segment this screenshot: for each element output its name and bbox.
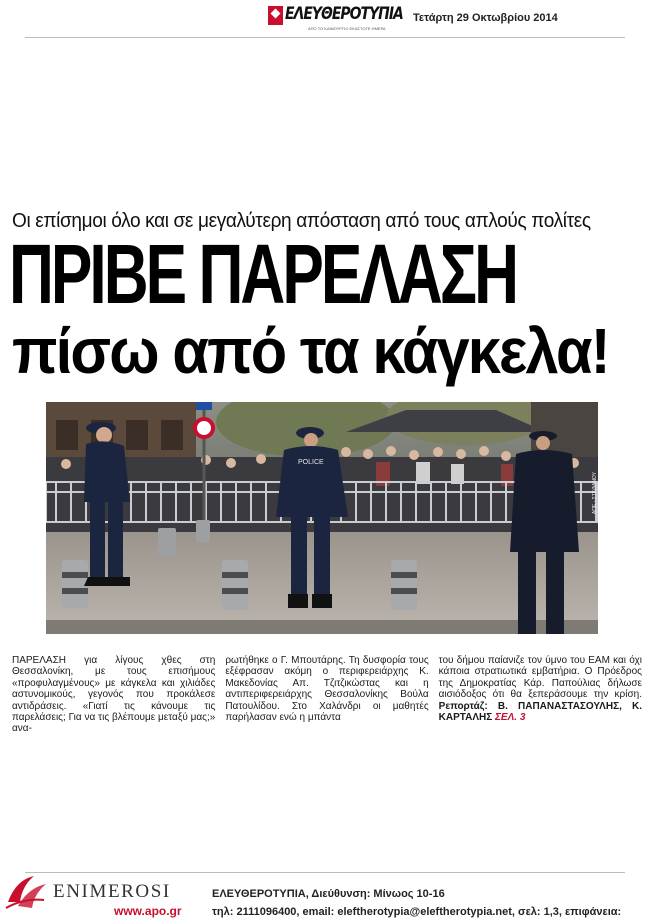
article-column-3-text: του δήμου παίανιζε τον ύμνο του ΕΑΜ και όχι κάποια στρατιωτικά εμβατήρια. Ο Πρόεδρος της Δημοκρατίας Κάρ. Παπούλιας δήλωσε αισιόδοξος ότι θα ξεπεράσουμε την κρίση. xyxy=(438,655,642,701)
article-headline: ΠΡΙΒΕ ΠΑΡΕΛΑΣΗ xyxy=(9,227,517,321)
article-byline: Ρεπορτάζ: Β. ΠΑΠΑΝΑΣΤΑΣΟΥΛΗΣ, Κ. ΚΑΡΤΑΛΗΣ xyxy=(438,700,642,724)
page-reference: ΣΕΛ. 3 xyxy=(495,712,526,724)
enimerosi-logo xyxy=(4,872,194,918)
article-clipping xyxy=(2,195,647,735)
logo-tagline: ΑΠΟ ΤΟ ΚΑΙΝΟΥΡΓΙΟ ΕΚΑΣΤΟΤΕ ΗΜΕΡΑ xyxy=(308,26,386,31)
logo-text: ΕΛΕΥΘΕΡΟΤΥΠΙΑ xyxy=(285,4,403,24)
article-column-2: ρωτήθηκε ο Γ. Μπουτάρης. Τη δυσφορία τους εξέφρασαν ακόμη ο περιφερειάρχης Κ. Μακεδονίας Απ. Τζιτζικώστας και η αντιπεριφερειάρχης Θεσσαλονίκης Βούλα Πατουλίδου. Στο Χαλάνδρι οι μαθητές παρήλασαν ενώ η μπάντα xyxy=(225,655,429,724)
police-jacket-text: POLICE xyxy=(298,459,324,466)
footer-address: ΕΛΕΥΘΕΡΟΤΥΠΙΑ, Διεύθυνση: Μίνωος 10-16 xyxy=(212,888,445,900)
article-column-1: ΠΑΡΕΛΑΣΗ για λίγους χθες στη Θεσσαλονίκη, με τους επισήμους «προφυλαγμένους» με κάγκελα και χιλιάδες αστυνομικούς, γεγονός που προκάλεσε αντιδράσεις. «Γιατί τις κάνουμε τις παρελάσεις; Για να τις βλέπουμε μεταξύ μας;» ανα- xyxy=(12,655,216,735)
enimerosi-url[interactable]: www.apo.gr xyxy=(114,904,182,918)
photo-credit: ΑΠΕ - ΣΤΕΦΑΝΟΥ xyxy=(592,472,598,515)
newspaper-logo xyxy=(268,4,403,32)
article-body xyxy=(12,655,642,735)
footer-contact: τηλ: 2111096400, email: eleftherotypia@eleftherotypia.net, σελ: 1,3, επιφάνεια: xyxy=(212,906,622,918)
article-subheadline: πίσω από τα κάγκελα! xyxy=(12,315,609,387)
logo-mark-icon xyxy=(268,6,283,25)
header-divider xyxy=(25,37,625,38)
enimerosi-brand: ENIMEROSI xyxy=(53,881,171,902)
footer-info xyxy=(212,885,621,921)
issue-date: Τετάρτη 29 Οκτωβρίου 2014 xyxy=(413,12,558,24)
parade-photo-illustration xyxy=(46,402,598,634)
article-kicker: Οι επίσημοι όλο και σε μεγαλύτερη απόσταση από τους απλούς πολίτες xyxy=(12,209,591,232)
article-column-3 xyxy=(439,655,642,735)
swoosh-icon xyxy=(4,872,50,912)
article-photo xyxy=(46,402,598,634)
